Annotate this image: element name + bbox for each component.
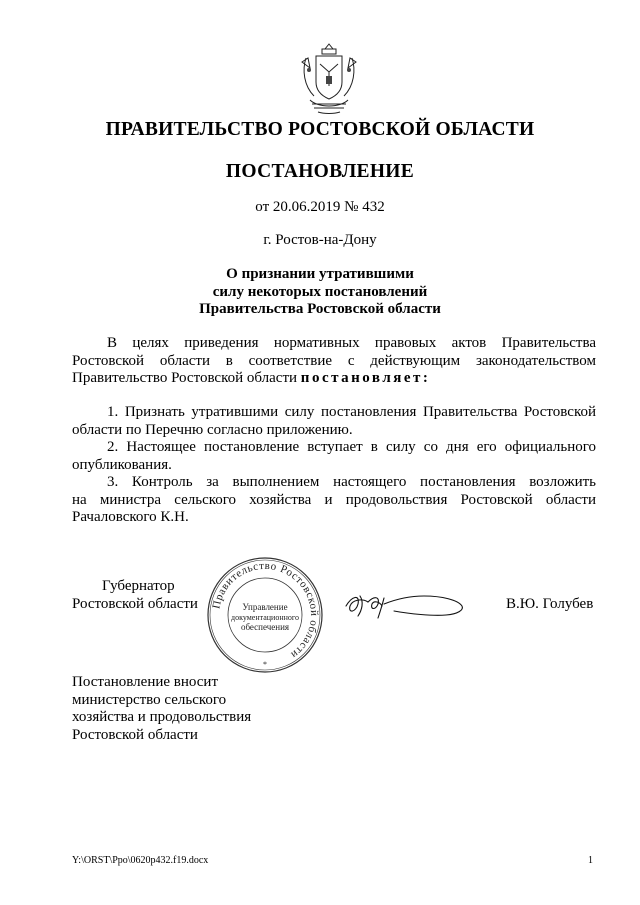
note-line-4: Ростовской области [72, 726, 198, 743]
preamble-paragraph [72, 335, 596, 388]
seal-inner-line-1: Управление [242, 602, 288, 612]
preamble-line-2: Ростовской области в соответствие с действующим законодательством [72, 352, 596, 369]
subject-line-2: силу некоторых постановлений [212, 283, 428, 300]
item-3-line-2: на министра сельского хозяйства и продовольствия Ростовской области [72, 491, 596, 508]
submitted-by-note [72, 674, 251, 744]
item-2-line-1: 2. Настоящее постановление вступает в силу со дня его официального [107, 439, 596, 455]
position-line-1: Губернатор [102, 578, 175, 594]
official-seal-stamp [205, 555, 325, 675]
signer-name: В.Ю. Голубев [506, 596, 594, 612]
seal-inner-line-2: документационного [231, 613, 299, 622]
document-type-title: ПОСТАНОВЛЕНИЕ [225, 161, 415, 182]
preamble-line-3-text: Правительство Ростовской области [72, 370, 301, 386]
city-line: г. Ростов-на-Дону [263, 232, 377, 248]
position-line-2: Ростовской области [72, 595, 198, 612]
note-line-2: министерство сельского [72, 691, 227, 708]
footer-file-path: Y:\ORST\Ppo\0620p432.f19.docx [72, 855, 209, 866]
item-3-line-3: Рачаловского К.Н. [72, 509, 189, 525]
subject-line-3: Правительства Ростовской области [199, 301, 441, 317]
signatory-position [72, 578, 198, 613]
resolves-word: постановляет: [300, 370, 431, 386]
preamble-line-1: В целях приведения нормативных правовых актов Правительства [107, 335, 596, 351]
organization-title: ПРАВИТЕЛЬСТВО РОСТОВСКОЙ ОБЛАСТИ [105, 119, 535, 140]
item-2-line-2: опубликования. [72, 456, 172, 473]
preamble-line-3 [72, 370, 596, 388]
seal-star-icon: * [263, 660, 267, 669]
date-and-number: от 20.06.2019 № 432 [255, 199, 385, 215]
resolution-items [72, 404, 596, 527]
seal-inner-line-3: обеспечения [240, 622, 290, 632]
coat-of-arms-emblem [298, 40, 360, 116]
document-subject [0, 266, 640, 319]
handwritten-signature [340, 584, 475, 624]
item-1-line-2: области по Перечню согласно приложению. [72, 421, 353, 438]
note-line-3: хозяйства и продовольствия [72, 709, 252, 725]
subject-line-1: О признании утратившими [226, 266, 414, 282]
item-1-line-1: 1. Признать утратившими силу постановления Правительства Ростовской [107, 404, 596, 420]
page-number: 1 [588, 855, 593, 866]
seal-ring-text: Правительство Ростовской области [210, 559, 321, 662]
note-line-1: Постановление вносит [72, 674, 219, 690]
item-3-line-1: 3. Контроль за выполнением настоящего постановления возложить [107, 474, 596, 490]
